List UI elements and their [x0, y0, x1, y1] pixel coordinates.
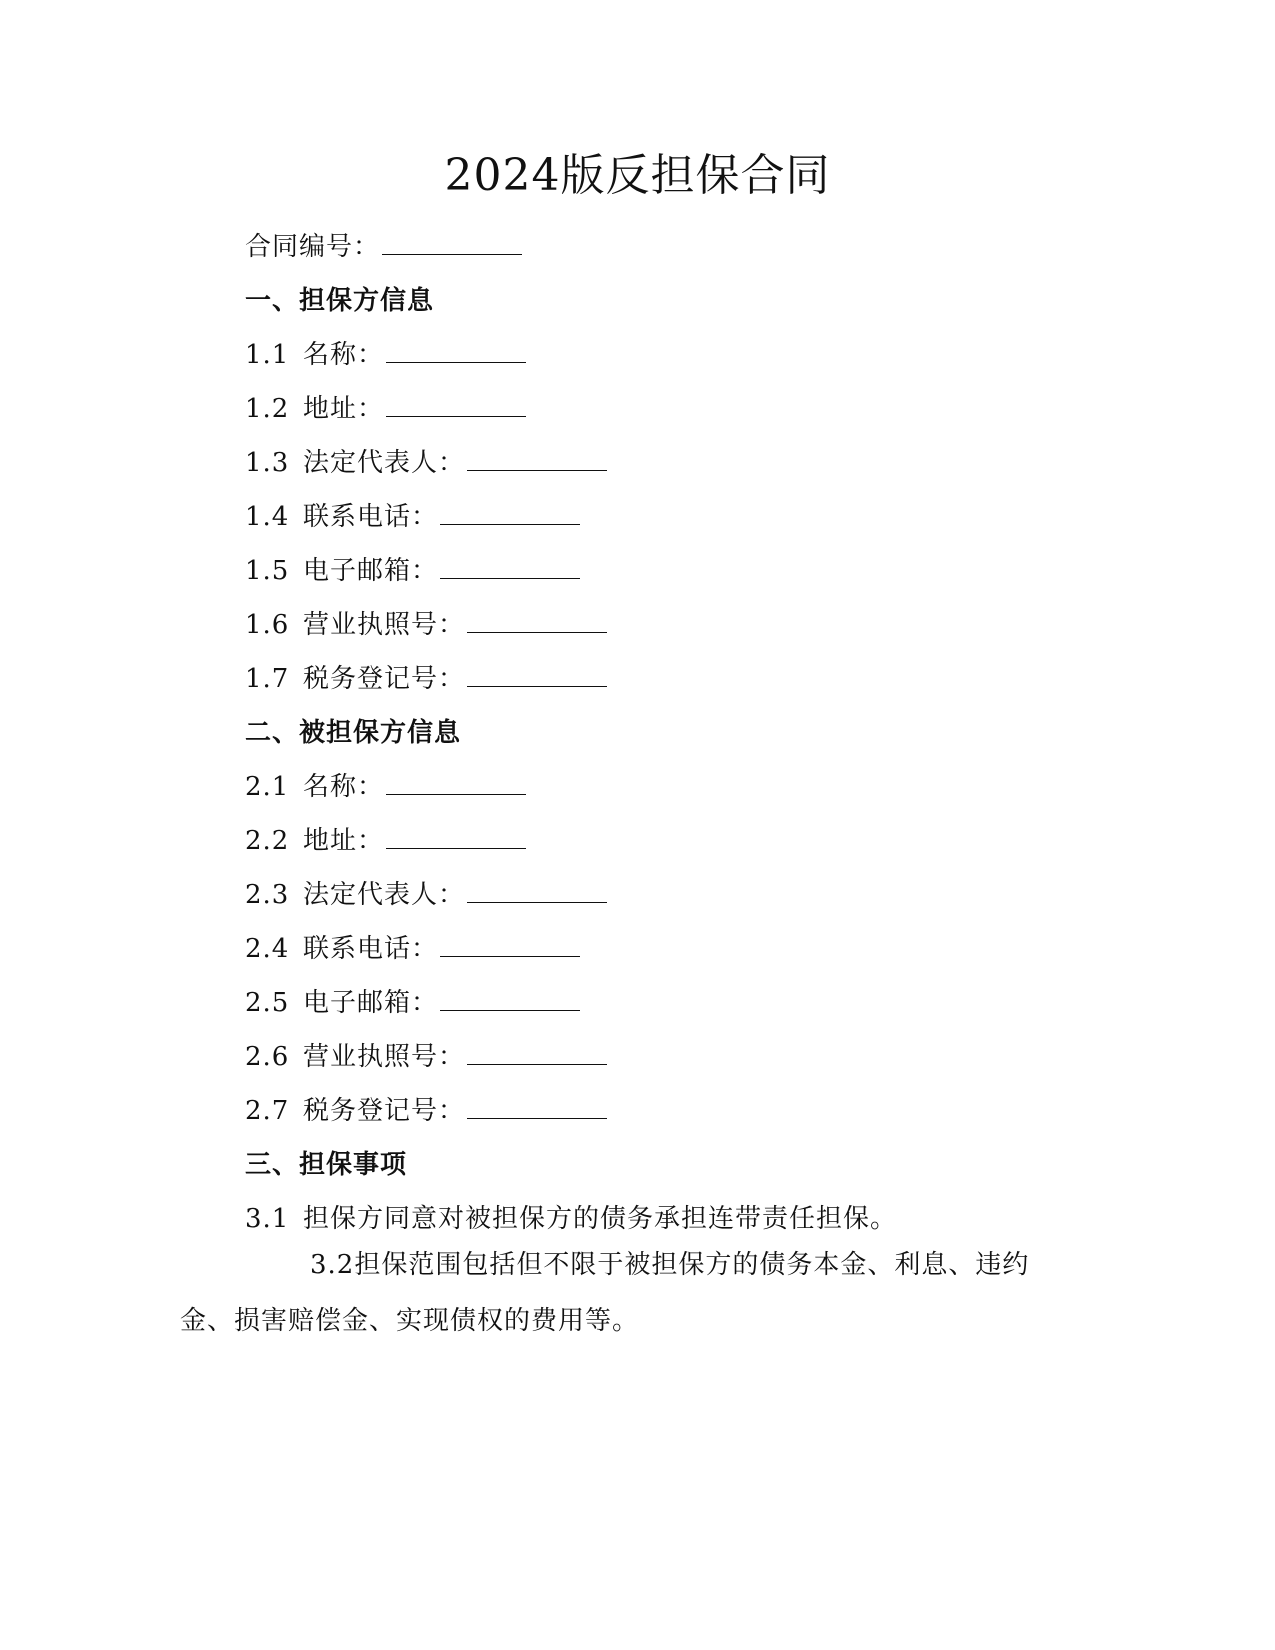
item-number: 2.2: [245, 826, 290, 856]
item-number: 2.5: [245, 988, 290, 1018]
item-label: 电子邮箱：: [303, 556, 439, 586]
item-blank[interactable]: [467, 446, 607, 471]
item-label: 地址：: [303, 826, 385, 856]
item-blank[interactable]: [467, 1040, 607, 1065]
section2-item: [245, 877, 607, 913]
contract-number-label: 合同编号：: [245, 232, 381, 262]
item-blank[interactable]: [440, 986, 580, 1011]
item-number: 1.1: [245, 340, 290, 370]
section3-clause: [180, 1237, 1060, 1349]
item-label: 名称：: [303, 340, 385, 370]
item-label: 联系电话：: [303, 502, 439, 532]
item-number: 2.1: [245, 772, 290, 802]
item-number: 2.4: [245, 934, 290, 964]
section1-item: [245, 337, 526, 373]
item-label: 地址：: [303, 394, 385, 424]
item-label: 联系电话：: [303, 934, 439, 964]
section2-item: [245, 985, 580, 1021]
item-number: 2.6: [245, 1042, 290, 1072]
section2-item: [245, 931, 580, 967]
item-label: 税务登记号：: [303, 1096, 466, 1126]
contract-number-blank[interactable]: [382, 230, 522, 255]
section3-heading: 三、担保事项: [245, 1150, 408, 1180]
clause-text: 担保方同意对被担保方的债务承担连带责任担保。: [303, 1204, 898, 1234]
item-label: 名称：: [303, 772, 385, 802]
section2-item: [245, 823, 526, 859]
section1-item: [245, 607, 607, 643]
item-number: 2.3: [245, 880, 290, 910]
item-blank[interactable]: [440, 932, 580, 957]
section1-item: [245, 391, 526, 427]
section1-item: [245, 661, 607, 697]
document-title: 2024版反担保合同: [444, 150, 831, 201]
item-blank[interactable]: [467, 608, 607, 633]
item-number: 1.6: [245, 610, 290, 640]
item-label: 电子邮箱：: [303, 988, 439, 1018]
item-label: 营业执照号：: [303, 1042, 466, 1072]
item-number: 1.5: [245, 556, 290, 586]
item-number: 1.3: [245, 448, 290, 478]
section2-heading: 二、被担保方信息: [245, 718, 462, 748]
item-blank[interactable]: [440, 500, 580, 525]
item-blank[interactable]: [440, 554, 580, 579]
section2-item: [245, 769, 526, 805]
item-blank[interactable]: [386, 338, 526, 363]
clause-number: 3.1: [245, 1204, 290, 1234]
item-number: 2.7: [245, 1096, 290, 1126]
item-label: 税务登记号：: [303, 664, 466, 694]
item-label: 法定代表人：: [303, 880, 466, 910]
item-blank[interactable]: [467, 878, 607, 903]
section2-item: [245, 1093, 607, 1129]
item-blank[interactable]: [386, 824, 526, 849]
item-blank[interactable]: [386, 770, 526, 795]
section3-clause: [245, 1201, 897, 1237]
contract-number-line: [245, 229, 522, 265]
item-blank[interactable]: [386, 392, 526, 417]
item-label: 营业执照号：: [303, 610, 466, 640]
item-number: 1.2: [245, 394, 290, 424]
section2-item: [245, 1039, 607, 1075]
section1-item: [245, 499, 580, 535]
item-number: 1.4: [245, 502, 290, 532]
section1-item: [245, 553, 580, 589]
item-label: 法定代表人：: [303, 448, 466, 478]
item-blank[interactable]: [467, 662, 607, 687]
item-number: 1.7: [245, 664, 290, 694]
item-blank[interactable]: [467, 1094, 607, 1119]
section1-item: [245, 445, 607, 481]
section1-heading: 一、担保方信息: [245, 286, 435, 316]
clause-number: 3.2: [310, 1250, 355, 1280]
clause-text: 担保范围包括但不限于被担保方的债务本金、利息、违约金、损害赔偿金、实现债权的费用等。: [180, 1250, 1030, 1336]
